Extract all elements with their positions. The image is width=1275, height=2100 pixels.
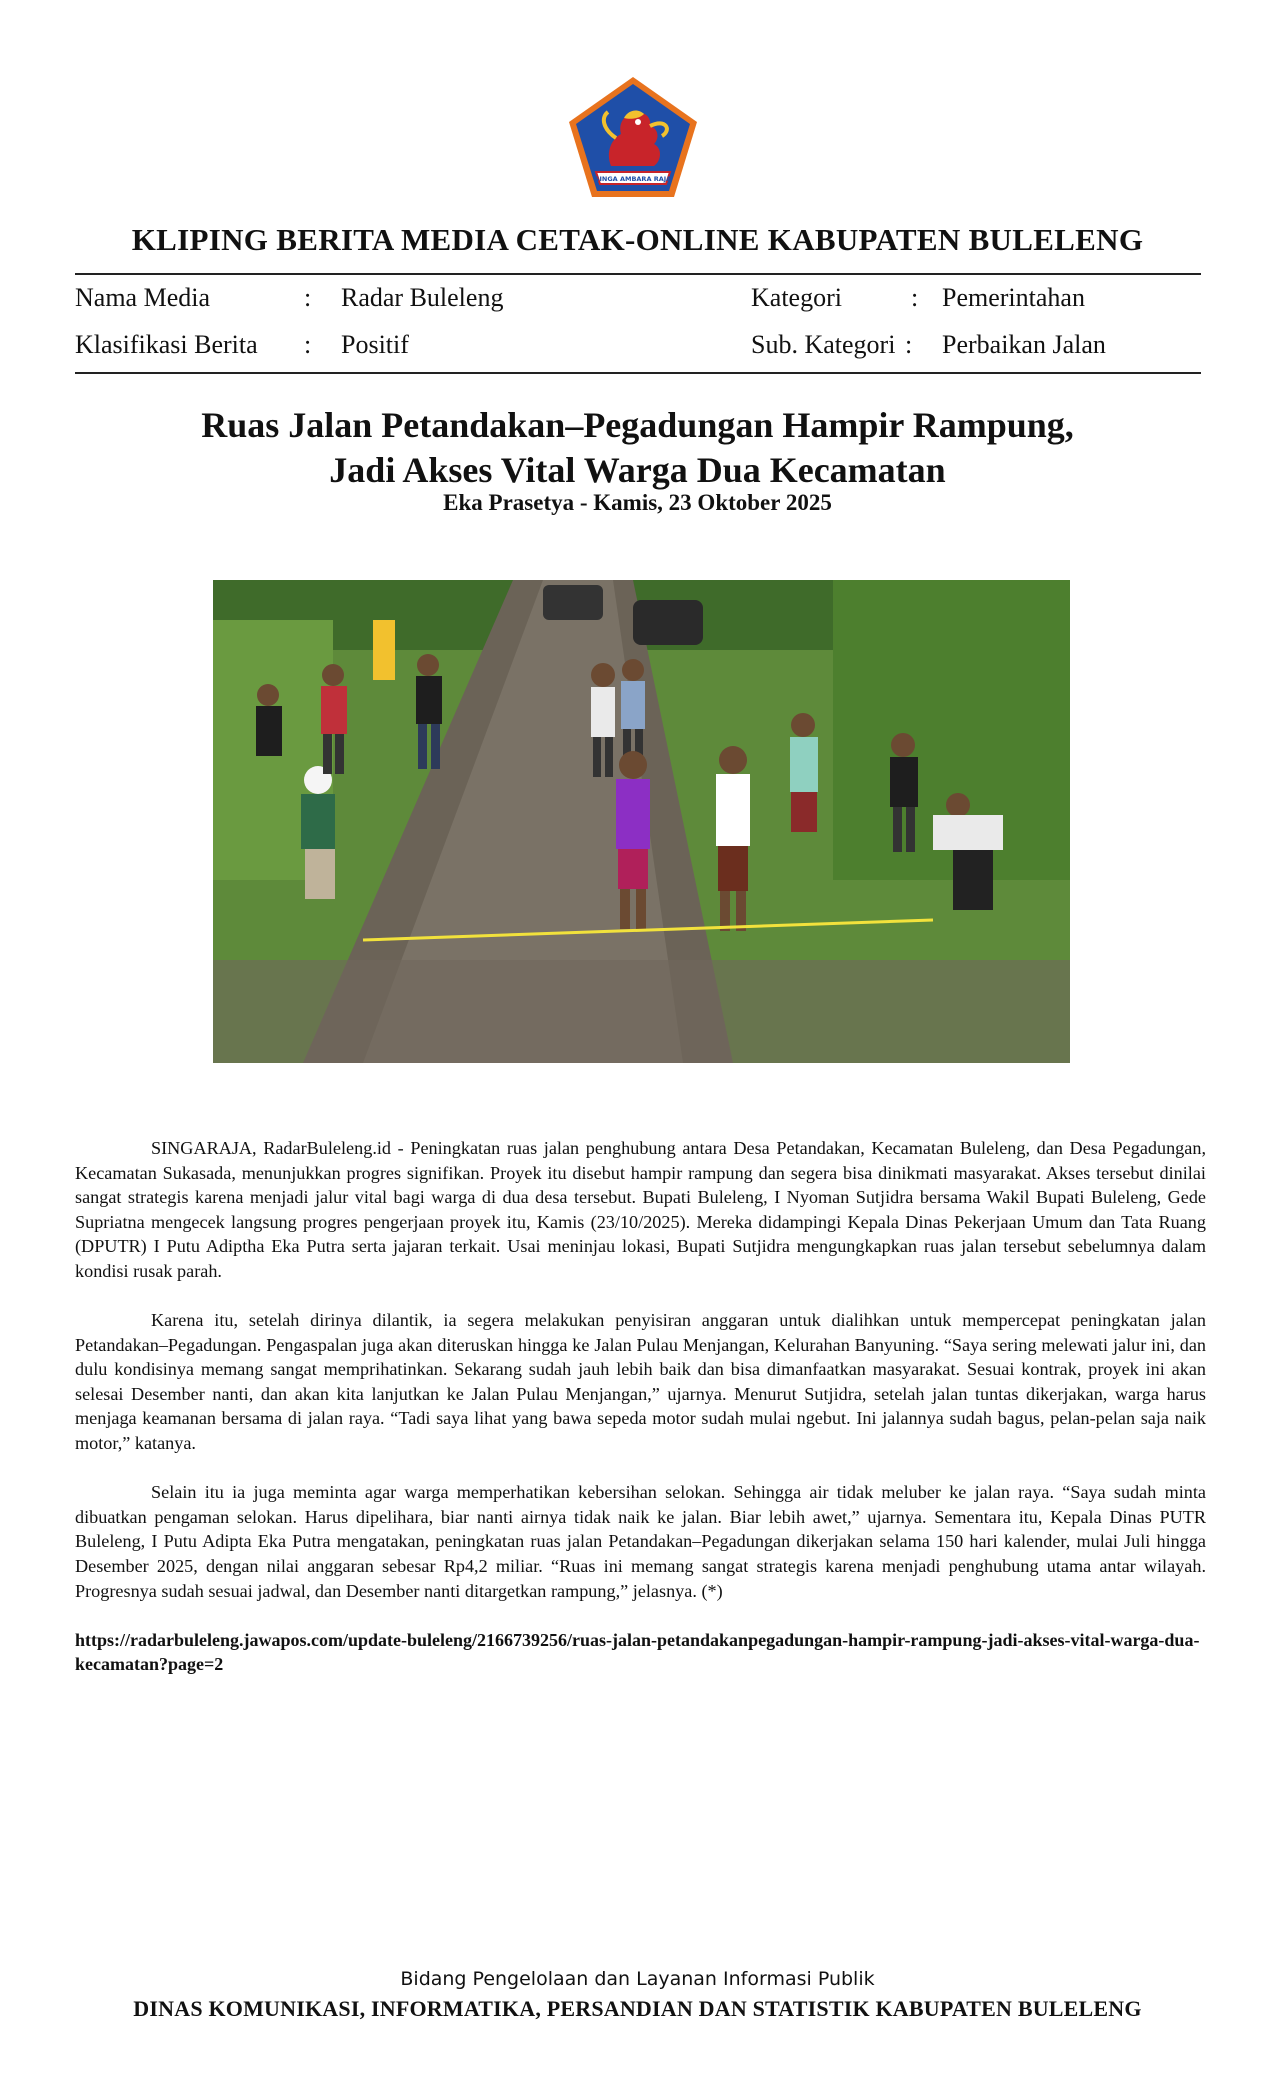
buleleng-logo <box>566 74 700 200</box>
article-headline <box>75 403 1200 493</box>
klasifikasi-value: Positif <box>341 330 409 359</box>
paragraph-2: Karena itu, setelah dirinya dilantik, ia segera melakukan penyisiran anggaran untuk dialihkan untuk mempercepat peningkatan jalan Petandakan–Pegadungan. Pengaspalan juga akan diteruskan hingga ke Jalan Pulau Menjangan, Kelurahan Banyuning. “Saya sering melewati jalur ini, dan dulu kondisinya memang sangat memprihatinkan. Sekarang sudah jauh lebih baik dan bisa dimanfaatkan masyarakat. Sesuai kontrak, proyek ini akan selesai Desember nanti, dan akan kita lanjutkan ke Jalan Pulau Menjangan,” ujarnya. Menurut Sutjidra, setelah jalan tuntas dikerjakan, warga harus menjaga keamanan bersama di jalan raya. “Tadi saya lihat yang bawa sepeda motor sudah mulai ngebut. Ini jalannya sudah bagus, pelan-pelan saja naik motor,” katanya. <box>75 1310 1206 1454</box>
road-inspection-photo-icon <box>213 580 1070 1063</box>
singa-ambara-raja-emblem-icon <box>566 74 700 200</box>
footer-agency: DINAS KOMUNIKASI, INFORMATIKA, PERSANDIAN DAN STATISTIK KABUPATEN BULELENG <box>133 1996 1142 2021</box>
subkategori-label: Sub. Kategori <box>751 330 896 359</box>
logo-ribbon-text: SINGA AMBARA RAJA <box>594 175 672 183</box>
klasifikasi-label: Klasifikasi Berita <box>75 330 258 359</box>
paragraph-1: SINGARAJA, RadarBuleleng.id - Peningkatan ruas jalan penghubung antara Desa Petandakan, Kecamatan Buleleng, dan Desa Pegadungan, Kecamatan Sukasada, menunjukkan progres signifikan. Proyek itu disebut hampir rampung dan segera bisa dinikmati masyarakat. Akses tersebut dinilai sangat strategis karena menjadi jalur vital bagi warga di dua desa tersebut. Bupati Buleleng, I Nyoman Sutjidra bersama Wakil Bupati Buleleng, Gede Supriatna mengecek langsung progres pengerjaan proyek itu, Kamis (23/10/2025). Mereka didampingi Kepala Dinas Pekerjaan Umum dan Tata Ruang (DPUTR) I Putu Adiptha Eka Putra serta jajaran terkait. Usai meninjau lokasi, Bupati Sutjidra mengungkapkan ruas jalan tersebut sebelumnya dalam kondisi rusak parah. <box>75 1138 1206 1281</box>
media-value: Radar Buleleng <box>341 283 504 312</box>
media-label: Nama Media <box>75 283 211 312</box>
footer-department: Bidang Pengelolaan dan Layanan Informasi Publik <box>400 1968 875 1990</box>
divider <box>75 273 1201 275</box>
colon: : <box>304 283 312 312</box>
colon: : <box>304 330 312 359</box>
kategori-value: Pemerintahan <box>942 283 1085 312</box>
paragraph-3: Selain itu ia juga meminta agar warga memperhatikan kebersihan selokan. Sehingga air tidak meluber ke jalan raya. “Saya sudah minta dibuatkan pengaman selokan. Harus dipelihara, biar nanti airnya tidak naik ke jalan. Biar lebih awet,” ujarnya. Sementara itu, Kepala Dinas PUTR Buleleng, I Putu Adipta Eka Putra mengatakan, peningkatan ruas jalan Petandakan–Pegadungan dikerjakan selama 150 hari kalender, mulai Juli hingga Desember 2025, dengan nilai anggaran sebesar Rp4,2 miliar. “Ruas ini memang sangat strategis karena menjadi penghubung utama antar wilayah. Progresnya sudah sesuai jadwal, dan Desember nanti ditargetkan rampung,” jelasnya. (*) <box>75 1482 1206 1601</box>
kategori-label: Kategori <box>751 283 842 312</box>
article-body <box>75 1136 1206 1701</box>
colon: : <box>905 330 913 359</box>
subkategori-value: Perbaikan Jalan <box>942 330 1106 359</box>
source-url-link[interactable]: https://radarbuleleng.jawapos.com/update-buleleng/2166739256/ruas-jalan-petandakanpegadungan-hampir-rampung-jadi-akses-vital-warga-dua-kecamatan?page=2 <box>75 1629 1200 1675</box>
article-photo <box>213 580 1070 1063</box>
article-byline: Eka Prasetya - Kamis, 23 Oktober 2025 <box>443 490 832 515</box>
divider <box>75 372 1201 374</box>
colon: : <box>911 283 919 312</box>
headline-line-2: Jadi Akses Vital Warga Dua Kecamatan <box>329 450 946 490</box>
page-title: KLIPING BERITA MEDIA CETAK-ONLINE KABUPATEN BULELENG <box>131 222 1144 257</box>
headline-line-1: Ruas Jalan Petandakan–Pegadungan Hampir Rampung, <box>201 405 1074 445</box>
